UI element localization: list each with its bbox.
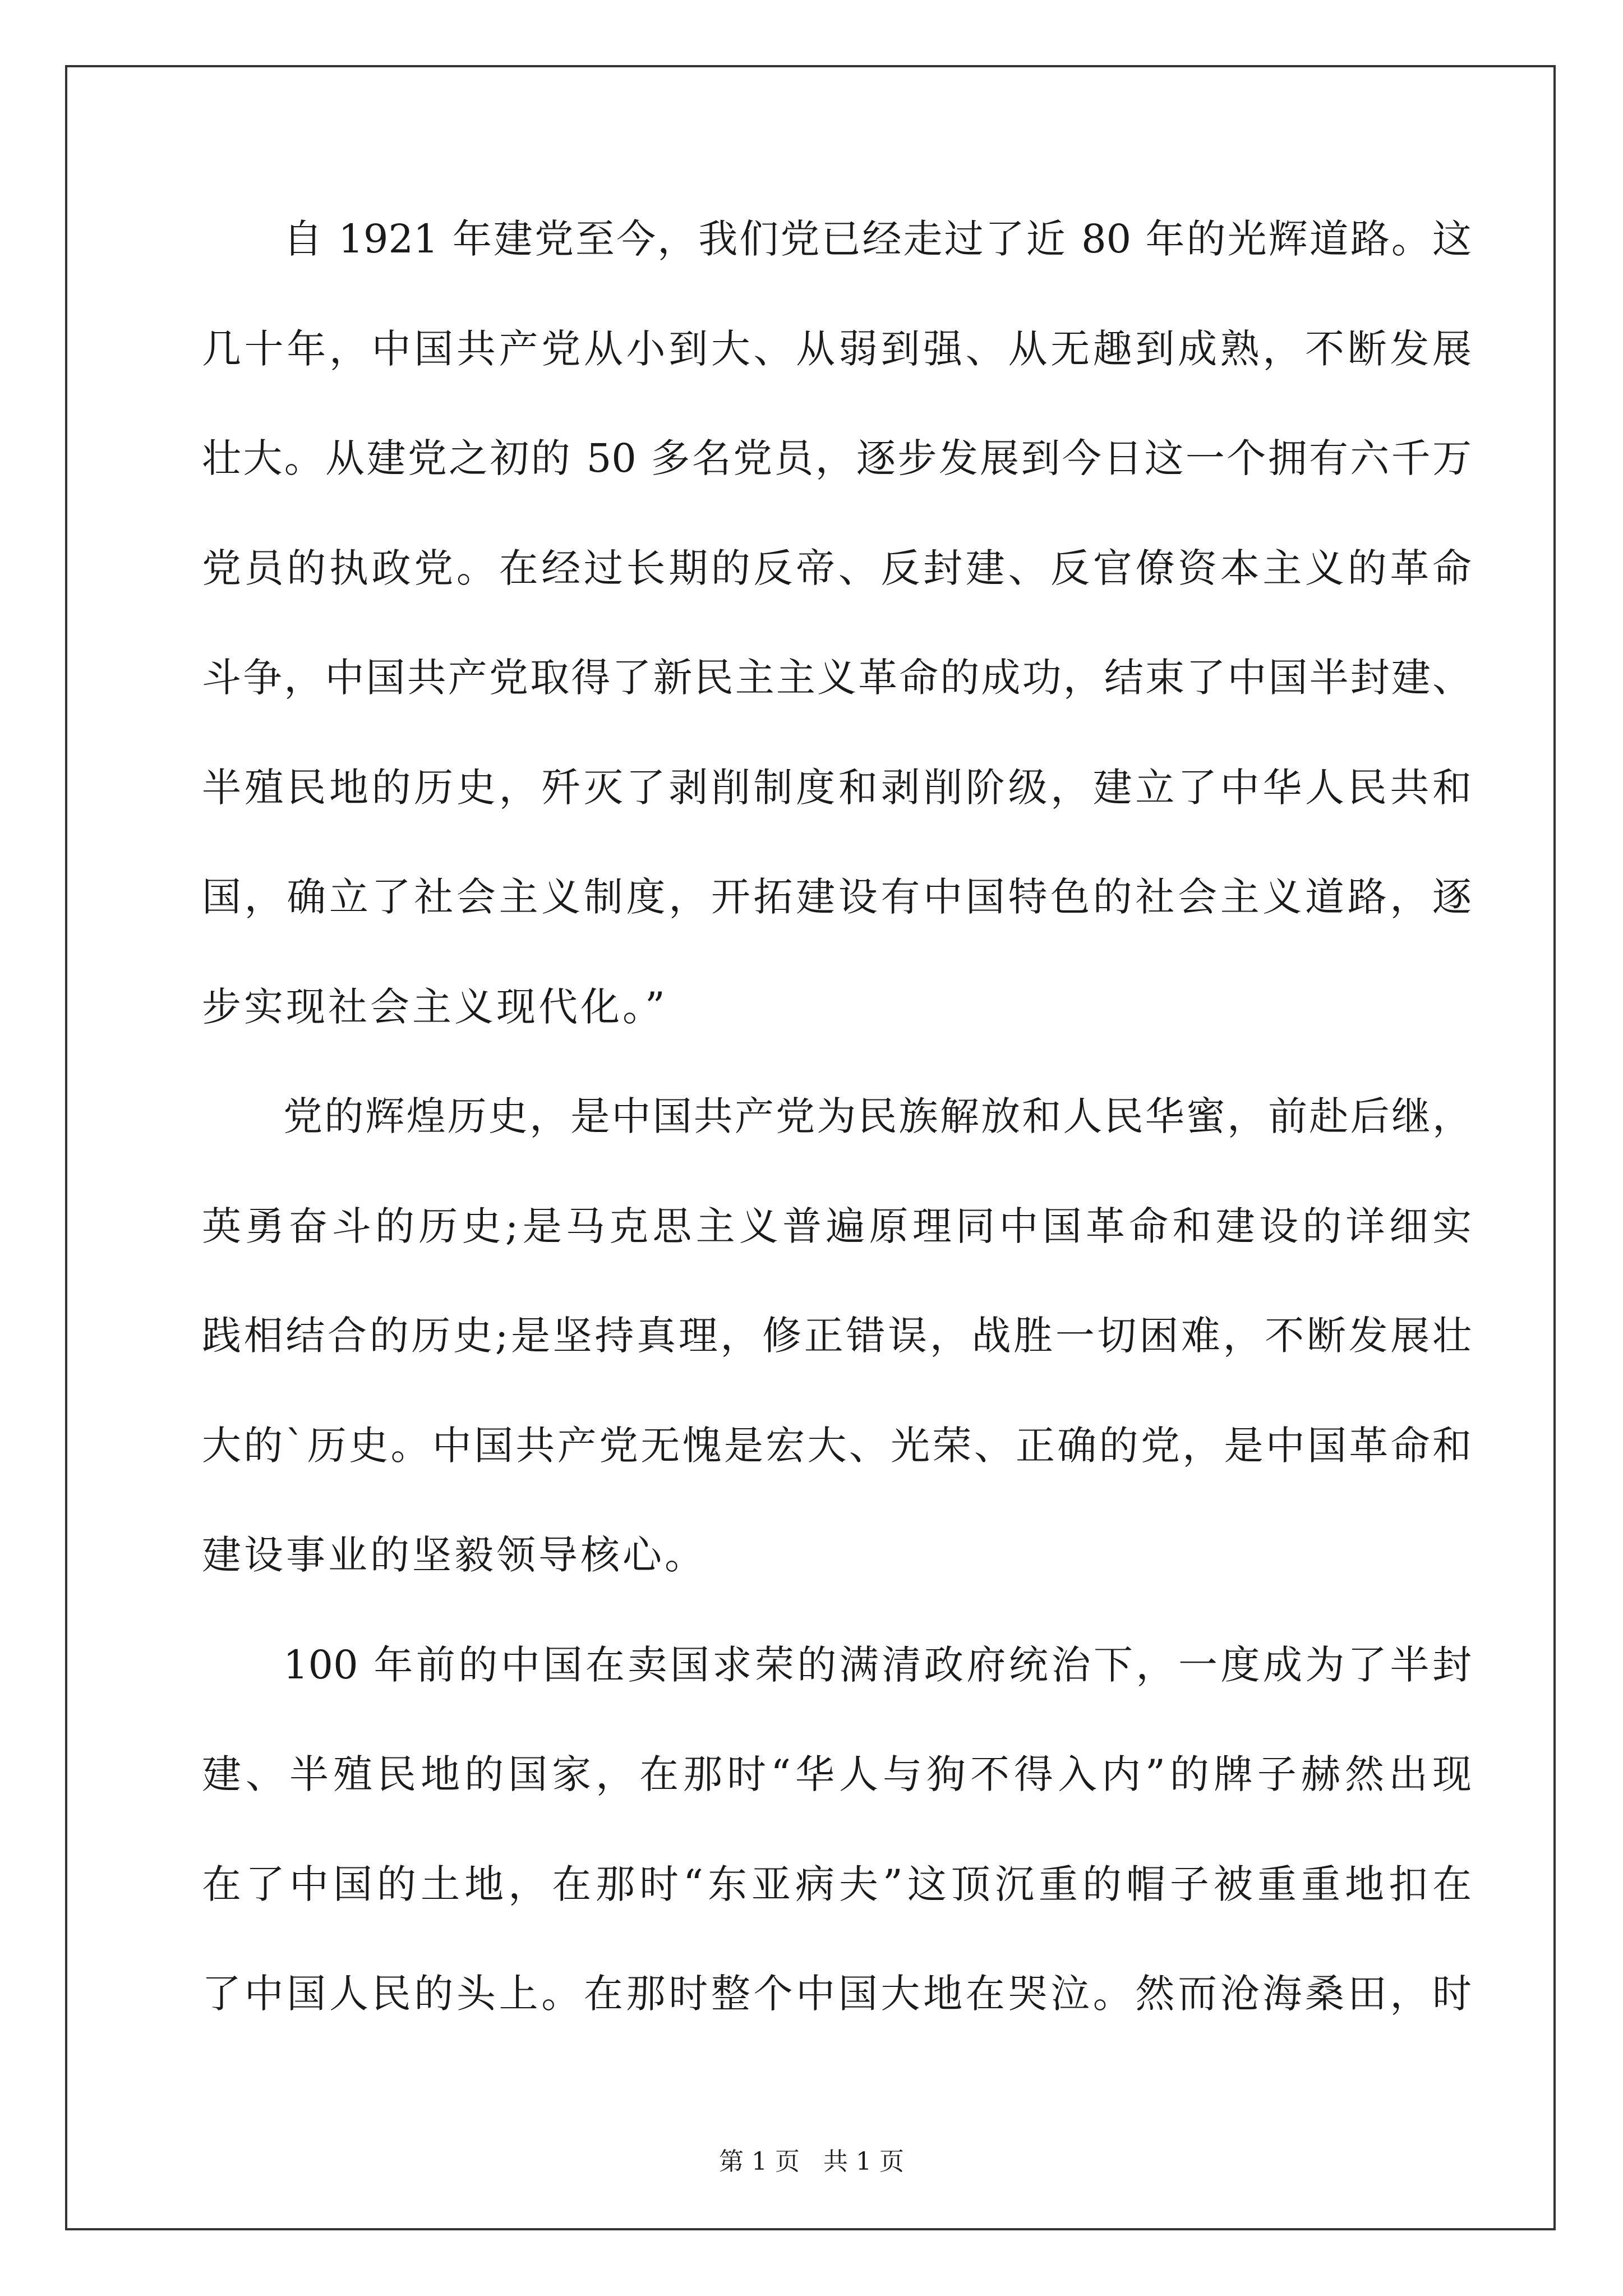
text-line: 建设事业的坚毅领导核心。 xyxy=(202,1532,707,1578)
text-line: 大的`历史。中国共产党无愧是宏大、光荣、正确的党，是中国革命和 xyxy=(202,1422,1472,1469)
text-line: 几十年，中国共产党从小到大、从弱到强、从无趣到成熟，不断发展 xyxy=(202,325,1472,372)
text-line: 步实现社会主义现代化。” xyxy=(202,983,668,1030)
text-line: 英勇奋斗的历史;是马克思主义普遍原理同中国革命和建设的详细实 xyxy=(202,1203,1472,1249)
text-line: 半殖民地的历史，歼灭了剥削制度和剥削阶级，建立了中华人民共和 xyxy=(202,764,1472,811)
text-line: 自 1921 年建党至今，我们党已经走过了近 80 年的光辉道路。这 xyxy=(283,216,1472,262)
text-line: 国，确立了社会主义制度，开拓建设有中国特色的社会主义道路，逐 xyxy=(202,874,1472,920)
text-line: 党员的执政党。在经过长期的反帝、反封建、反官僚资本主义的革命 xyxy=(202,545,1472,591)
text-line: 践相结合的历史;是坚持真理，修正错误，战胜一切困难，不断发展壮 xyxy=(202,1313,1472,1359)
text-line: 了中国人民的头上。在那时整个中国大地在哭泣。然而沧海桑田，时 xyxy=(202,1971,1472,2017)
page-footer: 第 1 页 共 1 页 xyxy=(719,2147,904,2176)
text-line: 壮大。从建党之初的 50 多名党员，逐步发展到今日这一个拥有六千万 xyxy=(202,435,1472,481)
text-line: 100 年前的中国在卖国求荣的满清政府统治下，一度成为了半封 xyxy=(283,1641,1472,1688)
text-line: 党的辉煌历史，是中国共产党为民族解放和人民华蜜，前赴后继， xyxy=(283,1093,1472,1139)
document-body xyxy=(202,213,1472,2078)
text-line: 建、半殖民地的国家，在那时“华人与狗不得入内”的牌子赫然出现 xyxy=(202,1751,1472,1797)
text-line: 斗争，中国共产党取得了新民主主义革命的成功，结束了中国半封建、 xyxy=(202,655,1472,701)
text-line: 在了中国的土地，在那时“东亚病夫”这顶沉重的帽子被重重地扣在 xyxy=(202,1861,1472,1907)
